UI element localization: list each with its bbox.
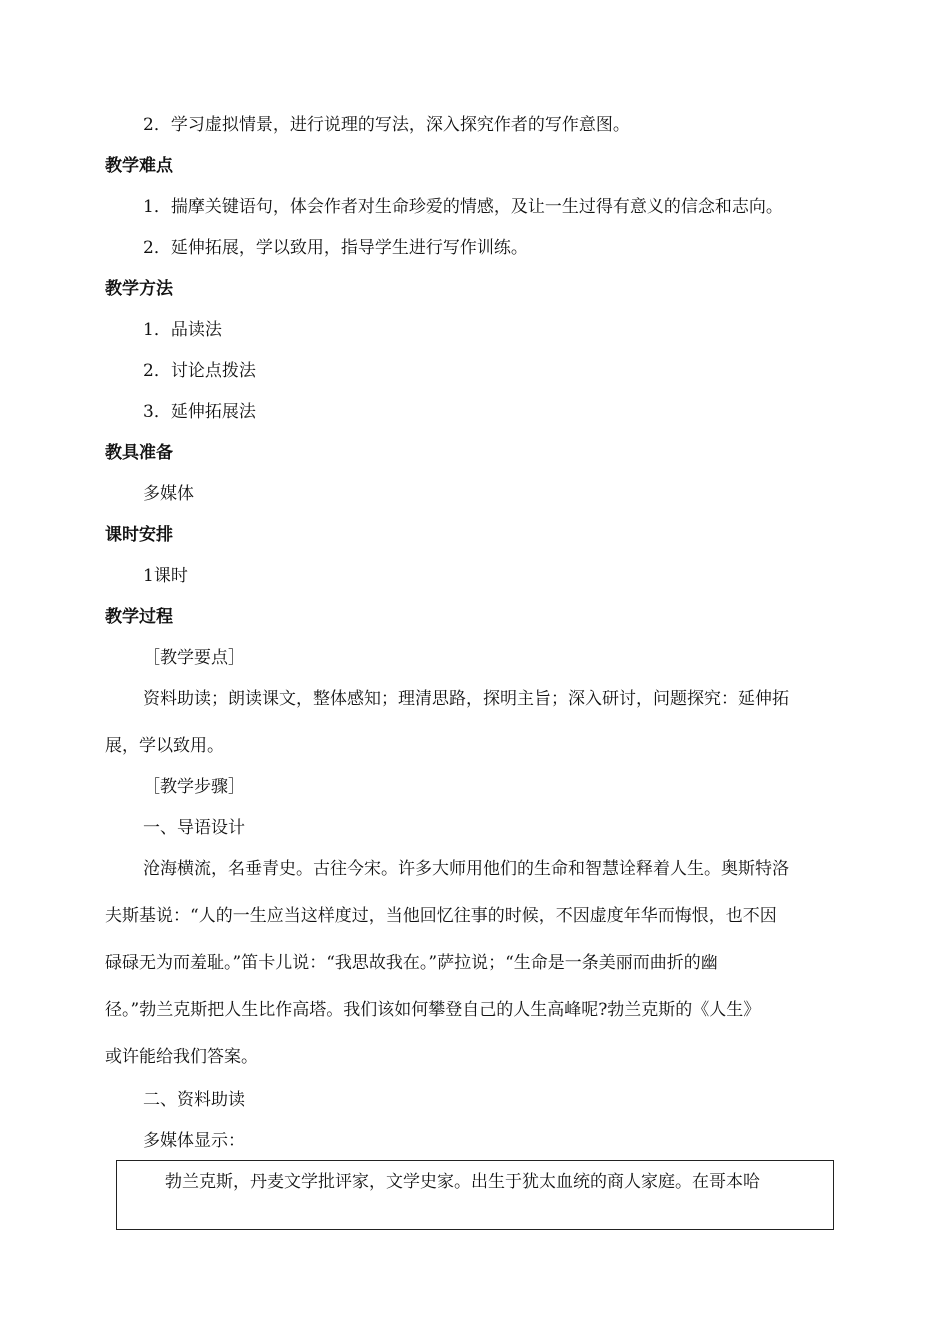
heading-difficulties: 教学难点 <box>105 156 173 176</box>
step-1-paragraph-line-4: 径。”勃兰克斯把人生比作高塔。我们该如何攀登自己的人生高峰呢?勃兰克斯的《人生》 <box>105 1000 761 1020</box>
tools-value: 多媒体 <box>143 484 194 504</box>
heading-tools: 教具准备 <box>105 443 173 463</box>
method-item-2: 2．讨论点拨法 <box>143 361 256 381</box>
difficulty-item-1: 1．揣摩关键语句，体会作者对生命珍爱的情感，及让一生过得有意义的信念和志向。 <box>143 197 783 217</box>
heading-process: 教学过程 <box>105 607 173 627</box>
multimedia-text-box <box>116 1160 834 1230</box>
method-item-1: 1．品读法 <box>143 320 222 340</box>
step-1-paragraph-line-1: 沧海横流，名垂青史。古往今宋。许多大师用他们的生命和智慧诠释着人生。奥斯特洛 <box>143 859 789 879</box>
multimedia-label: 多媒体显示： <box>143 1131 245 1151</box>
steps-label: ［教学步骤］ <box>143 777 245 797</box>
step-1-paragraph-line-3: 碌碌无为而羞耻。”笛卡儿说：“我思故我在。”萨拉说；“生命是一条美丽而曲折的幽 <box>105 953 718 973</box>
key-points-label: ［教学要点］ <box>143 648 245 668</box>
step-2-title: 二、资料助读 <box>143 1090 245 1110</box>
schedule-value: 1课时 <box>143 566 188 586</box>
heading-methods: 教学方法 <box>105 279 173 299</box>
heading-schedule: 课时安排 <box>105 525 173 545</box>
key-points-line-2: 展，学以致用。 <box>105 736 224 756</box>
step-1-paragraph-line-5: 或许能给我们答案。 <box>105 1047 258 1067</box>
step-1-title: 一、导语设计 <box>143 818 245 838</box>
method-item-3: 3．延伸拓展法 <box>143 402 256 422</box>
step-1-paragraph-line-2: 夫斯基说：“人的一生应当这样度过，当他回忆往事的时候，不因虚度年华而悔恨，也不因 <box>105 906 777 926</box>
key-points-line-1: 资料助读；朗读课文，整体感知；理清思路，探明主旨；深入研讨，问题探究：延伸拓 <box>143 689 789 709</box>
goal-item-2: 2．学习虚拟情景，进行说理的写法，深入探究作者的写作意图。 <box>143 115 630 135</box>
box-text: 勃兰克斯，丹麦文学批评家，文学史家。出生于犹太血统的商人家庭。在哥本哈 <box>165 1172 760 1192</box>
difficulty-item-2: 2．延伸拓展，学以致用，指导学生进行写作训练。 <box>143 238 528 258</box>
